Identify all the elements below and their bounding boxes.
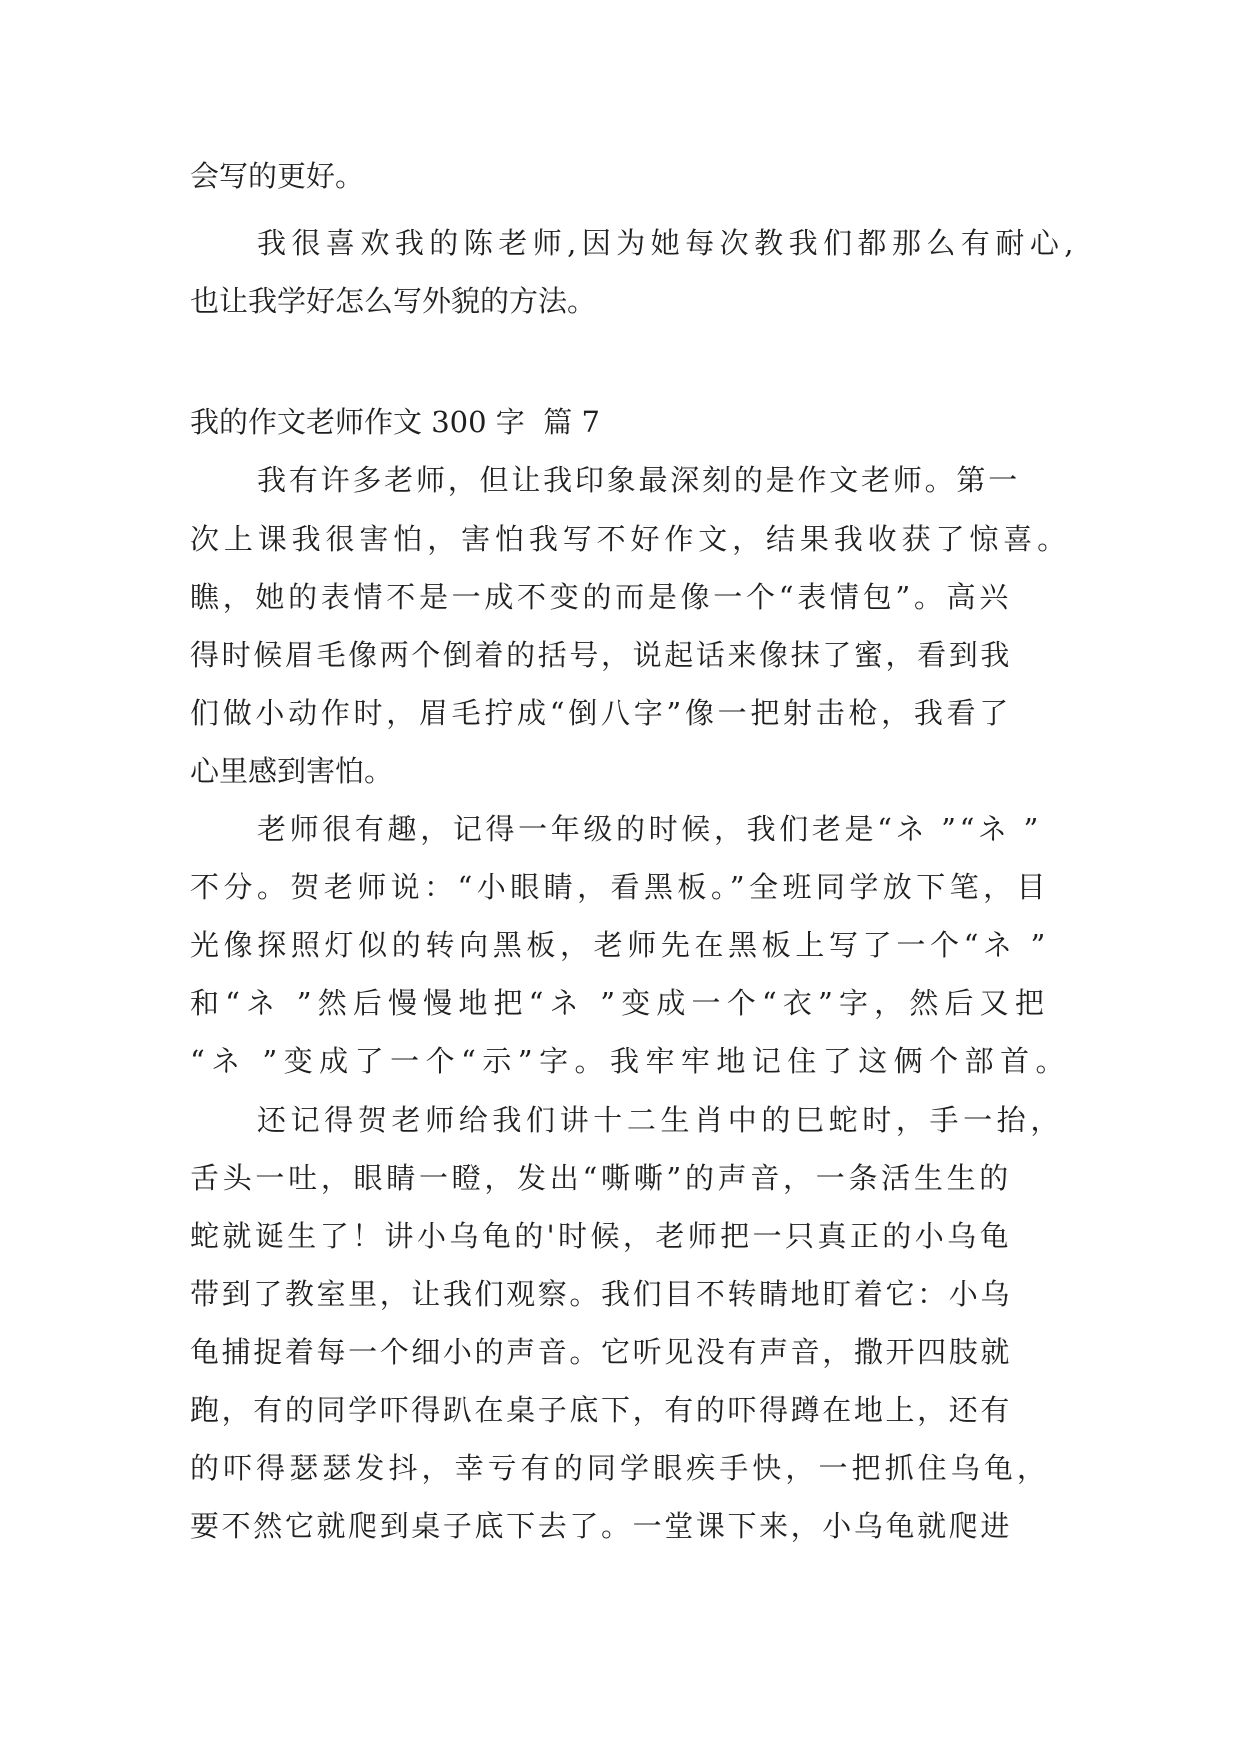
text-line: 会写的更好。 (190, 159, 365, 193)
text-line: 要不然它就爬到桌子底下去了。一堂课下来，小乌龟就爬进 (190, 1509, 1012, 1543)
text-line: 们做小动作时，眉毛拧成“倒八字”像一把射击枪，我看了 (190, 696, 1012, 730)
text-line: 也让我学好怎么写外貌的方法。 (190, 284, 597, 318)
text-line: 带到了教室里，让我们观察。我们目不转睛地盯着它：小乌 (190, 1277, 1012, 1311)
text-line: 舌头一吐，眼睛一瞪，发出“嘶嘶”的声音，一条活生生的 (190, 1161, 1012, 1195)
text-line: 光像探照灯似的转向黑板，老师先在黑板上写了一个“ネ ” (190, 928, 1050, 962)
text-line: 得时候眉毛像两个倒着的括号，说起话来像抹了蜜，看到我 (190, 638, 1012, 672)
text-line: 老师很有趣，记得一年级的时候，我们老是“ネ ”“ネ ” (257, 812, 1042, 846)
section-heading: 我的作文老师作文 300 字 篇 7 (190, 405, 600, 439)
text-line: 瞧，她的表情不是一成不变的而是像一个“表情包”。高兴 (190, 580, 1012, 614)
text-line: 龟捕捉着每一个细小的声音。它听见没有声音，撒开四肢就 (190, 1335, 1012, 1369)
text-line: 还记得贺老师给我们讲十二生肖中的巳蛇时，手一抬， (257, 1103, 1064, 1137)
text-line: 蛇就诞生了！讲小乌龟的'时候，老师把一只真正的小乌龟 (190, 1219, 1012, 1253)
text-line: 我很喜欢我的陈老师,因为她每次教我们都那么有耐心, (257, 226, 1079, 260)
text-line: 次上课我很害怕，害怕我写不好作文，结果我收获了惊喜。 (190, 522, 1071, 556)
text-line: 不分。贺老师说：“小眼睛，看黑板。”全班同学放下笔，目 (190, 870, 1050, 904)
text-line: 跑，有的同学吓得趴在桌子底下，有的吓得蹲在地上，还有 (190, 1393, 1012, 1427)
text-line: 我有许多老师，但让我印象最深刻的是作文老师。第一 (257, 463, 1020, 497)
text-line: “ネ ”变成了一个“示”字。我牢牢地记住了这俩个部首。 (190, 1044, 1071, 1078)
text-line: 和“ネ ”然后慢慢地把“ネ ”变成一个“衣”字，然后又把 (190, 986, 1050, 1020)
text-line: 的吓得瑟瑟发抖，幸亏有的同学眼疾手快，一把抓住乌龟， (190, 1451, 1050, 1485)
text-line: 心里感到害怕。 (190, 754, 394, 788)
